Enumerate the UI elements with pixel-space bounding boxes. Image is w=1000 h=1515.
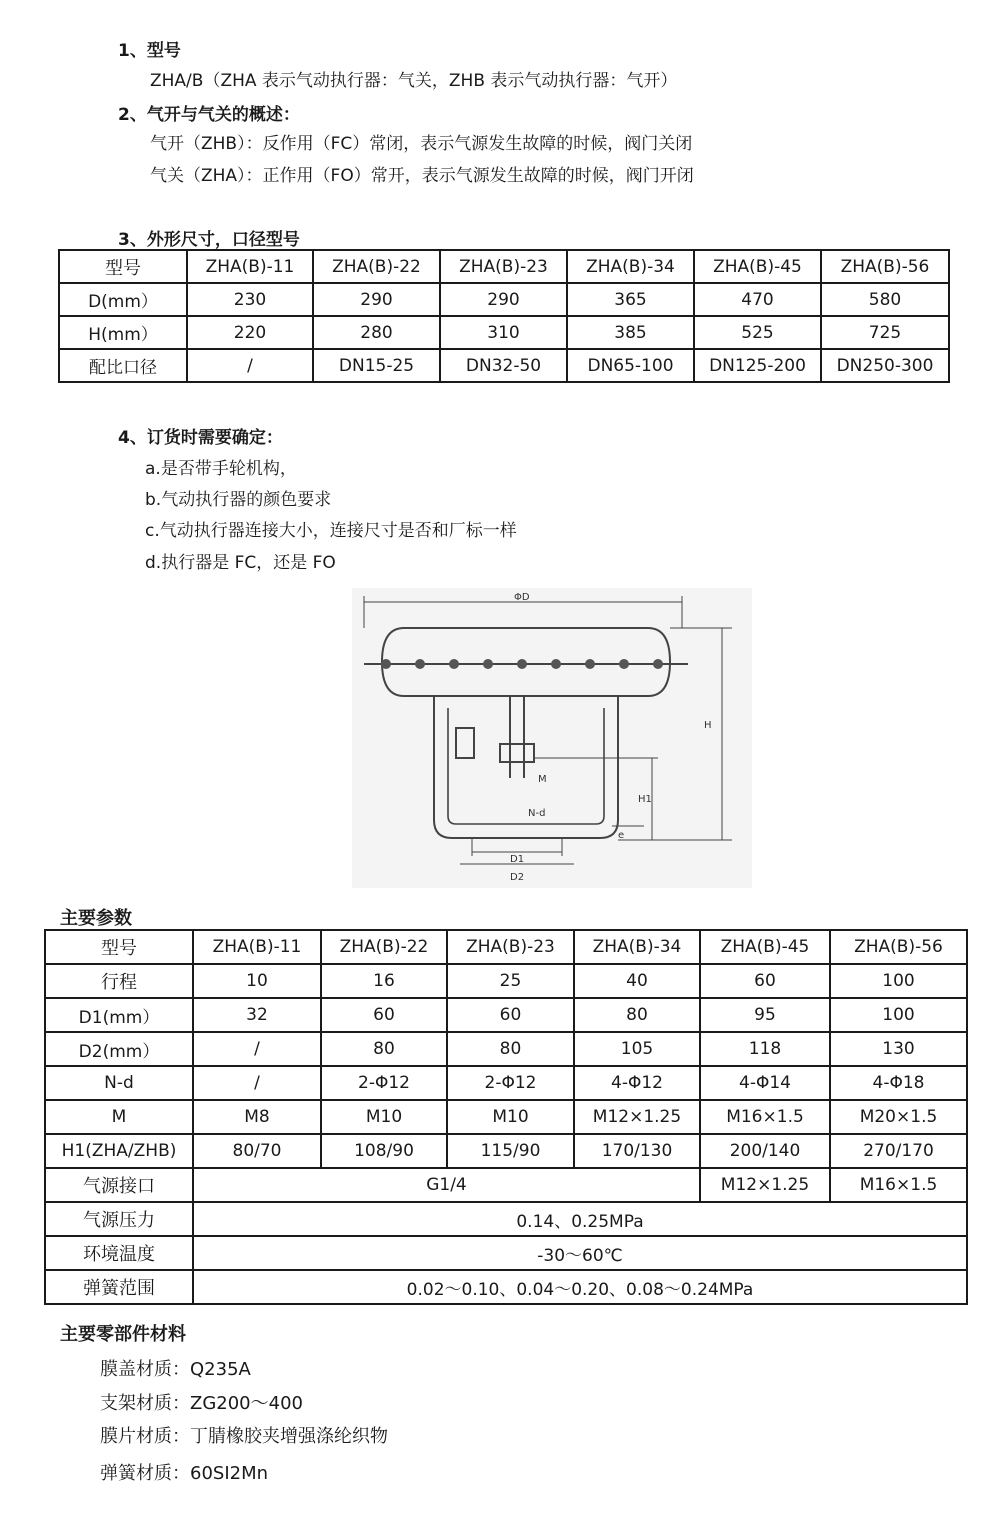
header-cell: ZHA(B)-11 [187,250,313,283]
header-cell: ZHA(B)-23 [440,250,567,283]
table-header-row [59,250,949,283]
row-label: M [45,1100,193,1134]
row-label: 气源接口 [45,1168,193,1202]
table-row [45,998,967,1032]
table-cell: M16×1.5 [700,1100,830,1134]
table-cell: 4-Φ18 [830,1066,967,1100]
header-cell: ZHA(B)-45 [700,930,830,964]
table-cell: 2-Φ12 [321,1066,447,1100]
section-3-heading: 3、外形尺寸，口径型号 [118,230,300,250]
table-cell: 4-Φ14 [700,1066,830,1100]
parameters-table [44,929,968,1305]
table-cell: / [193,1032,321,1066]
table-cell: / [187,349,313,382]
table-row [45,1236,967,1270]
header-cell: ZHA(B)-45 [694,250,821,283]
order-item-b: b.气动执行器的颜色要求 [145,490,332,510]
row-label: H1(ZHA/ZHB) [45,1134,193,1168]
section-2-line-1: 气开（ZHB）：反作用（FC）常闭，表示气源发生故障的时候，阀门关闭 [150,134,693,154]
table-row [45,964,967,998]
table-row [45,1168,967,1202]
row-label: H(mm） [59,316,187,349]
table-cell: 2-Φ12 [447,1066,574,1100]
section-1-text: ZHA/B（ZHA 表示气动执行器：气关，ZHB 表示气动执行器：气开） [150,71,678,91]
table-cell: 580 [821,283,949,316]
table-cell: 16 [321,964,447,998]
row-label: N-d [45,1066,193,1100]
table-cell: 105 [574,1032,700,1066]
table-cell: 60 [447,998,574,1032]
diagram-label-phid: ΦD [514,592,530,603]
table-cell: 115/90 [447,1134,574,1168]
table-cell: 108/90 [321,1134,447,1168]
row-label: D(mm） [59,283,187,316]
table-cell: M10 [447,1100,574,1134]
section-2-heading: 2、气开与气关的概述： [118,105,300,125]
table-cell: 80 [447,1032,574,1066]
table-header-row [45,930,967,964]
table-cell: DN65-100 [567,349,694,382]
table-cell: 10 [193,964,321,998]
table-cell: 0.14、0.25MPa [193,1202,967,1236]
table-cell: M8 [193,1100,321,1134]
table-row [59,349,949,382]
diagram-label-d1: D1 [510,854,525,865]
section-2-line-2: 气关（ZHA）：正作用（FO）常开，表示气源发生故障的时候，阀门开闭 [150,166,694,186]
table-cell: 170/130 [574,1134,700,1168]
material-item: 膜盖材质：Q235A [100,1359,251,1380]
materials-heading: 主要零部件材料 [60,1324,186,1345]
material-item: 支架材质：ZG200～400 [100,1393,303,1414]
table-cell: 270/170 [830,1134,967,1168]
dimensions-table [58,249,950,383]
table-cell: M12×1.25 [574,1100,700,1134]
table-cell: M20×1.5 [830,1100,967,1134]
table-row [59,283,949,316]
table-cell: 0.02～0.10、0.04～0.20、0.08～0.24MPa [193,1270,967,1304]
diagram-label-e: e [618,830,625,841]
header-cell: 型号 [59,250,187,283]
header-cell: ZHA(B)-11 [193,930,321,964]
order-item-d: d.执行器是 FC，还是 FO [145,553,336,573]
table-cell: M10 [321,1100,447,1134]
table-cell: 100 [830,998,967,1032]
header-cell: ZHA(B)-22 [313,250,440,283]
header-cell: ZHA(B)-22 [321,930,447,964]
table-cell: 280 [313,316,440,349]
table-cell: / [193,1066,321,1100]
table-cell: 80 [321,1032,447,1066]
order-item-c: c.气动执行器连接大小，连接尺寸是否和厂标一样 [145,521,517,541]
table-cell: 470 [694,283,821,316]
row-label: D1(mm） [45,998,193,1032]
header-cell: ZHA(B)-56 [830,930,967,964]
table-cell: 25 [447,964,574,998]
header-cell: ZHA(B)-34 [574,930,700,964]
table-row [45,1066,967,1100]
table-cell: 80/70 [193,1134,321,1168]
table-cell: 95 [700,998,830,1032]
table-row [45,1134,967,1168]
table-cell: 100 [830,964,967,998]
table-cell: 310 [440,316,567,349]
section-4-heading: 4、订货时需要确定： [118,428,283,448]
table-cell: G1/4 [193,1168,700,1202]
section-1-heading: 1、型号 [118,41,181,61]
table-cell: M16×1.5 [830,1168,967,1202]
diagram-label-m: M [538,774,547,785]
row-label: 行程 [45,964,193,998]
table-cell: -30～60℃ [193,1236,967,1270]
diagram-label-h1: H1 [638,794,652,805]
table-cell: 290 [313,283,440,316]
table-cell: 60 [321,998,447,1032]
row-label: 弹簧范围 [45,1270,193,1304]
order-item-a: a.是否带手轮机构， [145,459,297,479]
diagram-label-nd: N-d [528,808,546,819]
table-cell: 365 [567,283,694,316]
table-row [45,1270,967,1304]
table-cell: DN32-50 [440,349,567,382]
table-cell: DN250-300 [821,349,949,382]
table-row [59,316,949,349]
table-cell: 40 [574,964,700,998]
header-cell: 型号 [45,930,193,964]
table-cell: 525 [694,316,821,349]
table-row [45,1100,967,1134]
row-label: 气源压力 [45,1202,193,1236]
header-cell: ZHA(B)-56 [821,250,949,283]
table-cell: DN125-200 [694,349,821,382]
table-row [45,1202,967,1236]
table-cell: 385 [567,316,694,349]
table-cell: 230 [187,283,313,316]
table-cell: 118 [700,1032,830,1066]
row-label: D2(mm） [45,1032,193,1066]
table-row [45,1032,967,1066]
table-cell: 130 [830,1032,967,1066]
table-cell: 32 [193,998,321,1032]
row-label: 环境温度 [45,1236,193,1270]
row-label: 配比口径 [59,349,187,382]
header-cell: ZHA(B)-23 [447,930,574,964]
params-heading: 主要参数 [60,908,132,929]
material-item: 膜片材质：丁腈橡胶夹增强涤纶织物 [100,1426,388,1447]
table-cell: 200/140 [700,1134,830,1168]
table-cell: 60 [700,964,830,998]
diagram-label-d2: D2 [510,872,525,883]
table-cell: 725 [821,316,949,349]
diagram-label-h: H [704,720,712,731]
material-item: 弹簧材质：60SI2Mn [100,1463,269,1484]
table-cell: M12×1.25 [700,1168,830,1202]
header-cell: ZHA(B)-34 [567,250,694,283]
table-cell: 290 [440,283,567,316]
actuator-dimension-diagram [352,588,752,888]
table-cell: 80 [574,998,700,1032]
table-cell: 220 [187,316,313,349]
table-cell: 4-Φ12 [574,1066,700,1100]
table-cell: DN15-25 [313,349,440,382]
